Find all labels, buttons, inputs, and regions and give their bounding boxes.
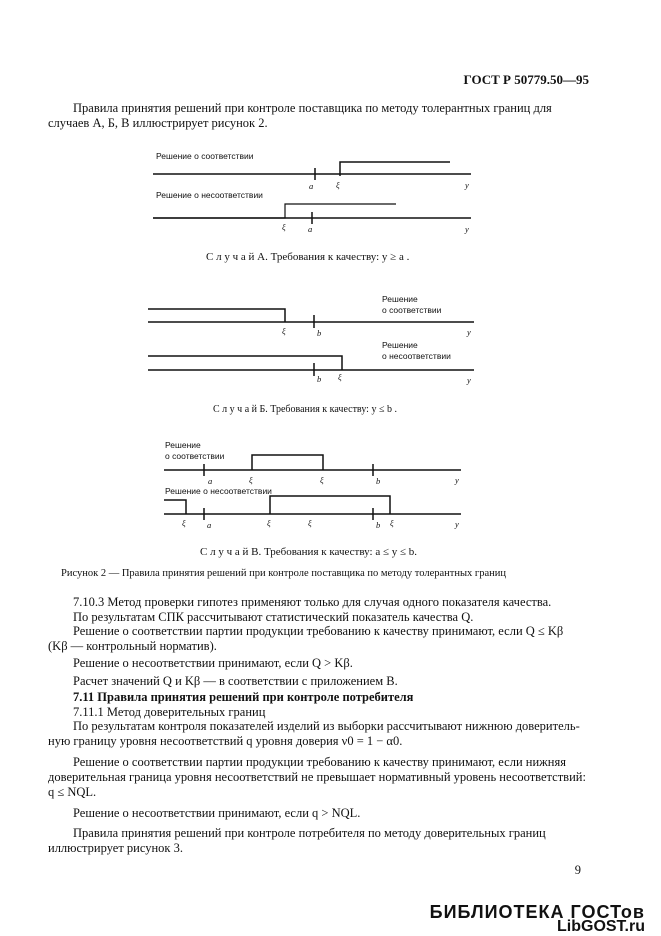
case-b-label-accept-1: Решение bbox=[382, 294, 418, 304]
p7111-line-4: доверительная граница уровня несоответствий не превышает нормативный уровень несоответствий: bbox=[48, 770, 586, 784]
case-v-xi-mark-4: ξ bbox=[267, 518, 271, 528]
case-v-b-mark-2: b bbox=[376, 520, 381, 530]
case-v-y-mark-2: y bbox=[455, 519, 459, 529]
case-b-label-reject-1: Решение bbox=[382, 340, 418, 350]
case-b-y-mark-2: y bbox=[467, 375, 471, 385]
p7103-line-1: 7.10.3 Метод проверки гипотез применяют только для случая одного показателя качества. bbox=[73, 595, 552, 609]
case-b-label-reject-2: о несоответствии bbox=[382, 351, 451, 361]
case-v-reject-left bbox=[164, 500, 186, 514]
case-v-label-reject: Решение о несоответствии bbox=[165, 486, 272, 496]
case-v-label-accept-2: о соответствии bbox=[165, 451, 225, 461]
case-v-xi-mark-5: ξ bbox=[308, 518, 312, 528]
figure-title: Рисунок 2 — Правила принятия решений при контроле поставщика по методу толерантных границ bbox=[61, 568, 506, 579]
page-header: ГОСТ Р 50779.50—95 bbox=[463, 72, 589, 87]
case-b-b-mark: b bbox=[317, 328, 322, 338]
case-b-y-mark: y bbox=[467, 327, 471, 337]
p7103-line-6: Расчет значений Q и Kβ — в соответствии с приложением В. bbox=[73, 674, 398, 688]
p7103-line-4: (Kβ — контрольный норматив). bbox=[48, 639, 217, 653]
intro-line-2: случаев А, Б, В иллюстрирует рисунок 2. bbox=[48, 116, 268, 130]
case-v-xi-mark-3: ξ bbox=[182, 518, 186, 528]
case-v-xi-mark-6: ξ bbox=[390, 518, 394, 528]
case-a-a-mark-2: a bbox=[308, 224, 313, 234]
case-v-xi-mark-2: ξ bbox=[320, 475, 324, 485]
p7111-line-8: иллюстрирует рисунок 3. bbox=[48, 841, 183, 855]
section-7111-heading: 7.11.1 Метод доверительных границ bbox=[73, 705, 266, 719]
p7103-line-5: Решение о несоответствии принимают, если Q > Kβ. bbox=[73, 656, 353, 670]
p7103-line-2: По результатам СПК рассчитывают статистический показатель качества Q. bbox=[73, 610, 474, 624]
case-a-y-mark: y bbox=[465, 180, 469, 190]
case-v-reject-box bbox=[270, 496, 390, 514]
case-a-a-mark: a bbox=[309, 181, 314, 191]
case-v-label-accept-1: Решение bbox=[165, 440, 201, 450]
case-v-caption: С л у ч а й В. Требования к качеству: a ≤ y ≤ b. bbox=[200, 546, 418, 558]
case-v-a-mark: a bbox=[208, 476, 213, 486]
case-a-label-accept: Решение о соответствии bbox=[156, 151, 254, 161]
case-a-y-mark-2: y bbox=[465, 224, 469, 234]
case-a-caption: С л у ч а й А. Требования к качеству: y ≥ a . bbox=[206, 251, 410, 263]
case-b-accept-step bbox=[148, 309, 285, 322]
case-a-label-reject: Решение о несоответствии bbox=[156, 190, 263, 200]
case-v-b-mark: b bbox=[376, 476, 381, 486]
p7111-line-2: ную границу уровня несоответствий q уровня доверия ν0 = 1 − α0. bbox=[48, 734, 403, 748]
case-a-xi-mark: ξ bbox=[336, 180, 340, 190]
case-v-a-mark-2: a bbox=[207, 520, 212, 530]
p7111-line-1: По результатам контроля показателей изделий из выборки рассчитывают нижнюю доверитель- bbox=[73, 719, 580, 733]
case-a-xi-mark-2: ξ bbox=[282, 222, 286, 232]
case-b-reject-step bbox=[148, 356, 342, 370]
watermark-site: LibGOST.ru bbox=[557, 918, 645, 935]
p7111-line-3: Решение о соответствии партии продукции требованию к качеству принимают, если нижняя bbox=[73, 755, 566, 769]
case-b-b-mark-2: b bbox=[317, 374, 322, 384]
case-v-xi-mark-1: ξ bbox=[249, 475, 253, 485]
case-v-accept-box bbox=[252, 455, 323, 470]
watermark-library: БИБЛИОТЕКА ГОСТов bbox=[429, 902, 645, 922]
case-v-y-mark: y bbox=[455, 475, 459, 485]
case-a-reject-step bbox=[153, 204, 396, 218]
case-b-xi-mark-2: ξ bbox=[338, 372, 342, 382]
page-number: 9 bbox=[574, 863, 581, 877]
case-b-label-accept-2: о соответствии bbox=[382, 305, 442, 315]
section-711-heading: 7.11 Правила принятия решений при контроле потребителя bbox=[73, 690, 414, 704]
case-b-xi-mark: ξ bbox=[282, 326, 286, 336]
p7111-line-5: q ≤ NQL. bbox=[48, 785, 97, 799]
p7111-line-7: Правила принятия решений при контроле потребителя по методу доверительных границ bbox=[73, 826, 546, 840]
p7103-line-3: Решение о соответствии партии продукции требованию к качеству принимают, если Q ≤ Kβ bbox=[73, 624, 564, 638]
intro-line-1: Правила принятия решений при контроле поставщика по методу толерантных границ для bbox=[73, 101, 552, 115]
p7111-line-6: Решение о несоответствии принимают, если q > NQL. bbox=[73, 806, 361, 820]
case-b-caption: С л у ч а й Б. Требования к качеству: y ≤ b . bbox=[213, 404, 397, 415]
